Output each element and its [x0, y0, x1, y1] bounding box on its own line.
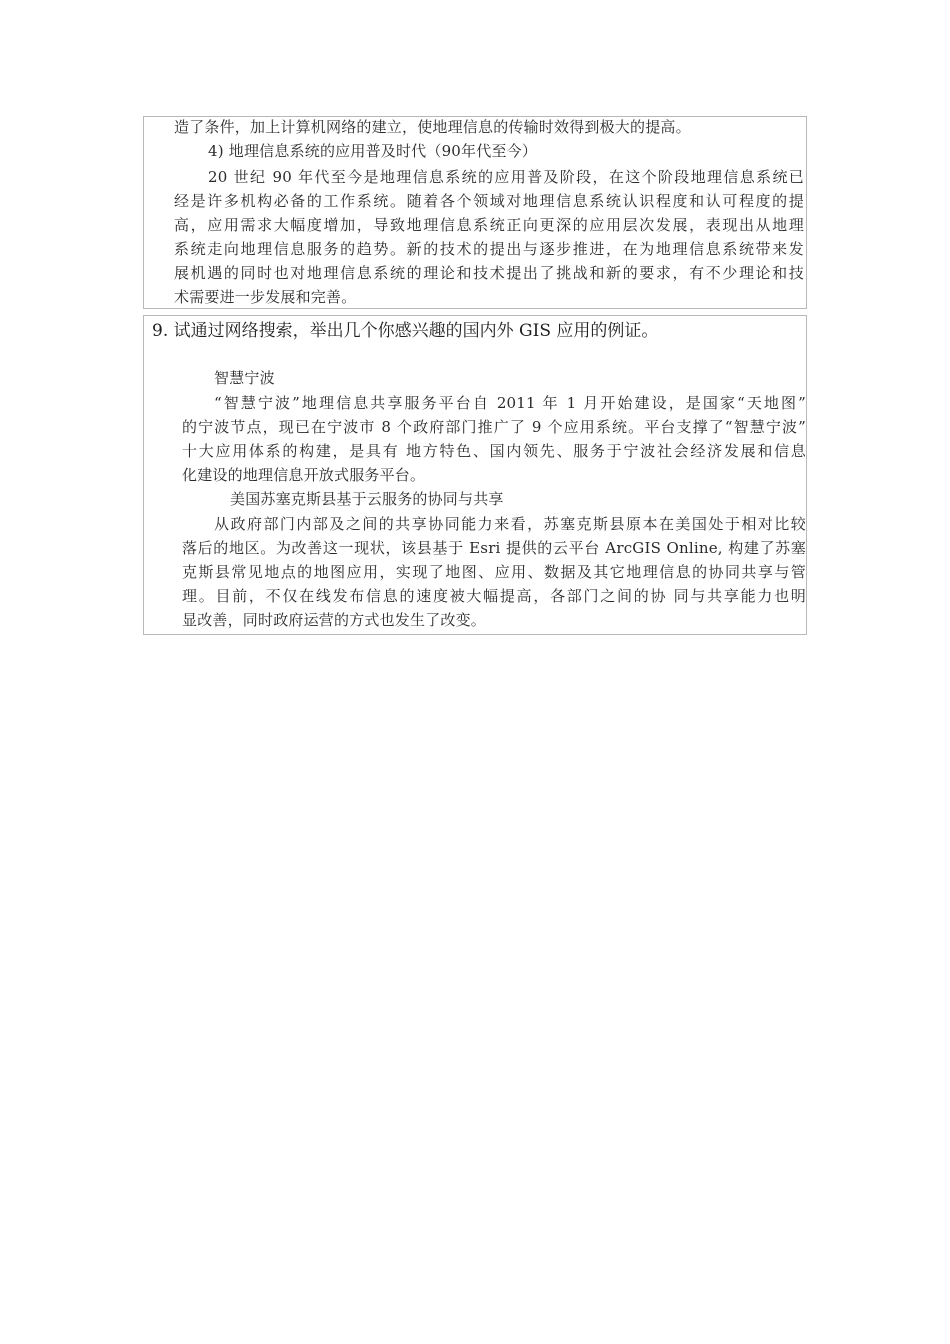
- previous-answer-box: [143, 116, 807, 309]
- paragraph-line: 克斯县常见地点的地图应用，实现了地图、应用、数据及其它地理信息的协同共享与管: [182, 563, 806, 581]
- paragraph-line: 系统走向地理信息服务的趋势。新的技术的提出与逐步推进，在为地理信息系统带来发: [174, 240, 804, 258]
- text-line: 造了条件，加上计算机网络的建立，使地理信息的传输时效得到极大的提高。: [174, 118, 691, 136]
- question-9-box: [143, 315, 807, 635]
- paragraph-line: 20 世纪 90 年代至今是地理信息系统的应用普及阶段，在这个阶段地理信息系统已: [208, 168, 804, 186]
- section-heading: 4) 地理信息系统的应用普及时代（90年代至今）: [208, 142, 538, 160]
- paragraph-line: 十大应用体系的构建，是具有 地方特色、国内领先、服务于宁波社会经济发展和信息: [182, 442, 806, 460]
- question-title: 9. 试通过网络搜索，举出几个你感兴趣的国内外 GIS 应用的例证。: [152, 321, 659, 341]
- example-heading: 智慧宁波: [214, 369, 275, 387]
- paragraph-line: 化建设的地理信息开放式服务平台。: [182, 466, 426, 484]
- paragraph-line: 从政府部门内部及之间的共享协同能力来看，苏塞克斯县原本在美国处于相对比较: [214, 515, 806, 533]
- paragraph-line: 高，应用需求大幅度增加，导致地理信息系统正向更深的应用层次发展，表现出从地理: [174, 216, 804, 234]
- paragraph-line: 展机遇的同时也对地理信息系统的理论和技术提出了挑战和新的要求，有不少理论和技: [174, 264, 804, 282]
- paragraph-line: 经是许多机构必备的工作系统。随着各个领域对地理信息系统认识程度和认可程度的提: [174, 192, 804, 210]
- paragraph-line: 显改善，同时政府运营的方式也发生了改变。: [182, 611, 487, 629]
- paragraph-line: “智慧宁波”地理信息共享服务平台自 2011 年 1 月开始建设，是国家“天地图”: [214, 394, 806, 412]
- paragraph-line: 落后的地区。为改善这一现状，该县基于 Esri 提供的云平台 ArcGIS Online, 构建了苏塞: [182, 539, 806, 557]
- paragraph-line: 术需要进一步发展和完善。: [174, 288, 357, 306]
- example-heading: 美国苏塞克斯县基于云服务的协同与共享: [230, 490, 504, 508]
- paragraph-line: 理。目前，不仅在线发布信息的速度被大幅提高，各部门之间的协 同与共享能力也明: [182, 587, 806, 605]
- paragraph-line: 的宁波节点，现已在宁波市 8 个政府部门推广了 9 个应用系统。平台支撑了“智慧宁波”: [182, 418, 806, 436]
